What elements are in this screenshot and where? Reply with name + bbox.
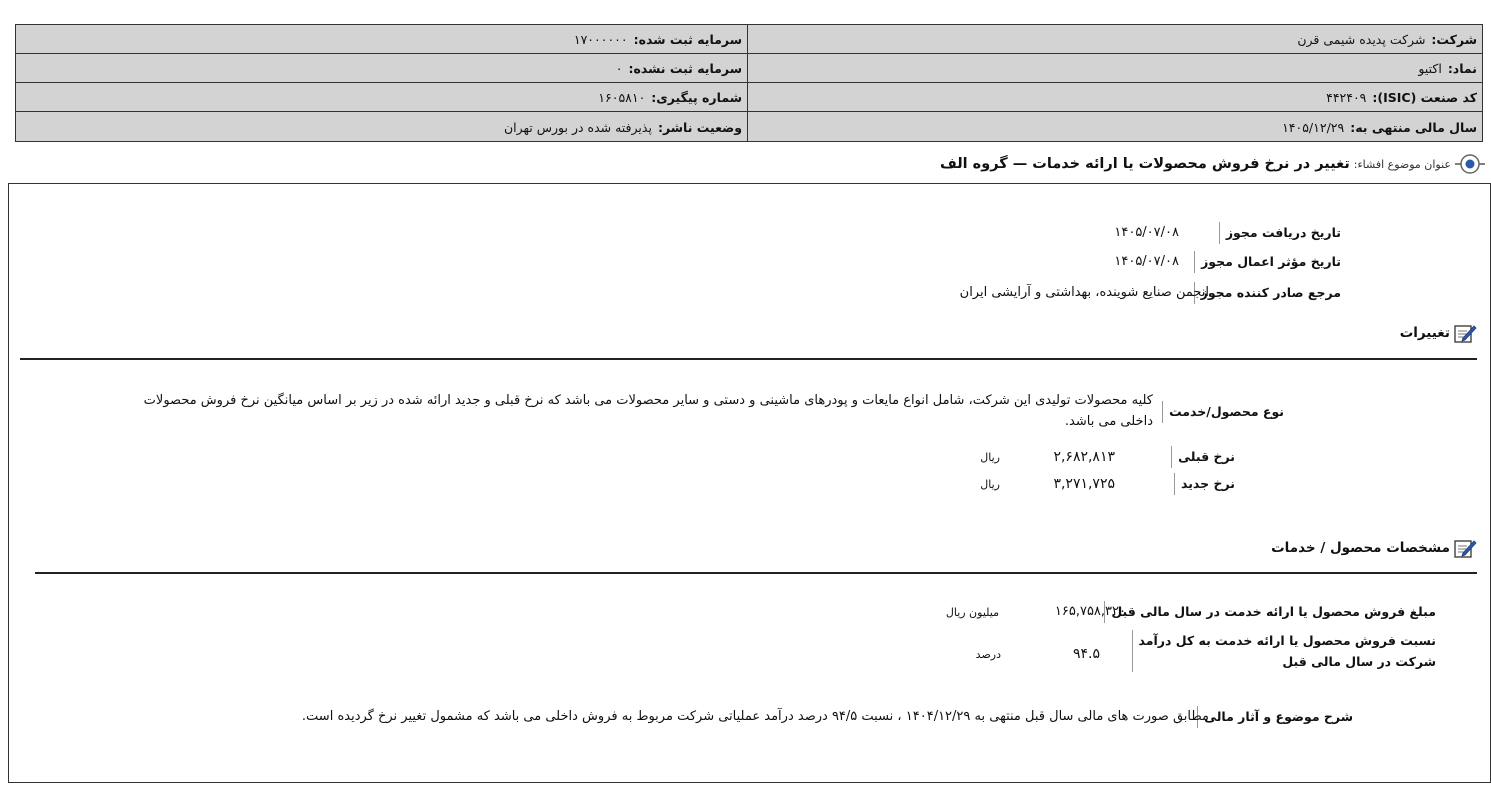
edit-icon (1453, 322, 1477, 344)
specs-divider (35, 572, 1477, 574)
isic-label (1372, 90, 1477, 105)
symbol-cell (747, 54, 1482, 82)
prev-rate-unit: ریال (980, 451, 1000, 464)
changes-heading-label: تغییرات (1399, 325, 1450, 341)
sales-ratio-value: ۹۴.۵ (1072, 646, 1100, 662)
fiscal-year-cell (747, 112, 1482, 142)
header-row-company (16, 25, 1482, 54)
edit-icon (1453, 537, 1477, 559)
sales-ratio-label-line1: نسبت فروش محصول یا ارائه خدمت به کل درآمد (1138, 633, 1436, 648)
specs-heading (1271, 537, 1477, 559)
isic-cell (747, 83, 1482, 111)
sales-ratio-label-line2: شرکت در سال مالی قبل (1282, 654, 1436, 669)
target-icon (1455, 150, 1485, 178)
registered-capital-label: سرمایه ثبت شده: (633, 31, 742, 47)
prev-rate-label: نرخ قبلی (1171, 446, 1235, 468)
subject-caption: عنوان موضوع افشاء: (1353, 157, 1451, 171)
publisher-status-label: وضعیت ناشر: (657, 119, 742, 135)
prev-rate-value: ۲,۶۸۲,۸۱۳ (1053, 449, 1115, 465)
sales-ratio-unit: درصد (975, 648, 1001, 661)
company-label: شرکت: (1431, 31, 1477, 47)
new-rate-label: نرخ جدید (1174, 473, 1235, 495)
new-rate-unit: ریال (980, 478, 1000, 491)
fiscal-year-label: سال مالی منتهی به: (1350, 119, 1477, 135)
publisher-status-cell (16, 112, 747, 142)
disclosure-content-box (8, 183, 1491, 783)
changes-heading (1400, 322, 1477, 344)
disclosure-subject (940, 150, 1485, 178)
permit-effective-date-label: تاریخ مؤثر اعمال مجوز (1194, 251, 1341, 273)
product-type-line1: کلیه محصولات تولیدی این شرکت، شامل انواع مایعات و پودرهای ماشینی و دستی و سایر محصولات می باشد که نرخ قبلی و جدید ارائه شده در زیر بر اساس میانگین نرخ فروش محصولات (143, 393, 1153, 408)
sales-amount-value: ۱۶۵,۷۵۸,۳۲۰ (1054, 604, 1126, 619)
permit-issuer-value: انجمن صنایع شوینده، بهداشتی و آرایشی ایران (959, 285, 1209, 300)
permit-receive-date-label: تاریخ دریافت مجوز (1219, 222, 1341, 244)
sales-amount-unit: میلیون ریال (945, 606, 999, 619)
registered-capital-cell (16, 25, 747, 53)
unregistered-capital-label: سرمایه ثبت نشده: (628, 60, 742, 76)
changes-divider (20, 358, 1477, 360)
product-type-line2: داخلی می باشد. (1064, 414, 1153, 429)
isic-label-pre: کد صنعت ( (1410, 89, 1477, 105)
sales-ratio-label (1132, 630, 1436, 672)
explanation-text: مطابق صورت های مالی سال قبل منتهی به ۱۴۰۴/۱۲/۲۹ ، نسبت ۹۴/۵ درصد درآمد عملیاتی شرکت مربوط به فروش داخلی می باشد که مشمول تغییر نرخ گردیده است. (301, 709, 1209, 724)
product-type-label: نوع محصول/خدمت (1162, 401, 1284, 423)
company-value: شرکت پدیده شیمی قرن (1297, 31, 1426, 47)
symbol-value: اکتیو (1418, 60, 1442, 76)
sales-amount-label: مبلغ فروش محصول یا ارائه خدمت در سال مالی قبل (1104, 601, 1436, 623)
isic-label-post: ): (1372, 89, 1384, 105)
isic-label-code: ISIC (1383, 89, 1411, 105)
company-cell (747, 25, 1482, 53)
subject-title: تغییر در نرخ فروش محصولات یا ارائه خدمات — گروه الف (939, 156, 1350, 172)
permit-issuer-label: مرجع صادر کننده مجوز (1194, 282, 1341, 304)
unregistered-capital-cell (16, 54, 747, 82)
tracking-cell (16, 83, 747, 111)
header-row-symbol (16, 54, 1482, 83)
new-rate-value: ۳,۲۷۱,۷۲۵ (1053, 476, 1115, 492)
tracking-value: ۱۶۰۵۸۱۰ (598, 89, 646, 105)
product-type-description (143, 390, 1153, 432)
header-row-fiscal (16, 112, 1482, 142)
isic-value: ۴۴۲۴۰۹ (1326, 89, 1367, 105)
company-info-table (15, 24, 1483, 142)
registered-capital-value: ۱۷۰۰۰۰۰۰ (573, 31, 628, 47)
fiscal-year-value: ۱۴۰۵/۱۲/۲۹ (1282, 119, 1345, 135)
permit-effective-date-value: ۱۴۰۵/۰۷/۰۸ (1114, 254, 1179, 269)
header-row-isic (16, 83, 1482, 112)
permit-receive-date-value: ۱۴۰۵/۰۷/۰۸ (1114, 225, 1179, 240)
specs-heading-label: مشخصات محصول / خدمات (1271, 540, 1450, 556)
explanation-label: شرح موضوع و آثار مالی (1197, 706, 1353, 728)
publisher-status-value: پذیرفته شده در بورس تهران (503, 119, 652, 135)
unregistered-capital-value: ۰ (615, 60, 623, 76)
symbol-label: نماد: (1447, 60, 1477, 76)
tracking-label: شماره پیگیری: (651, 89, 742, 105)
